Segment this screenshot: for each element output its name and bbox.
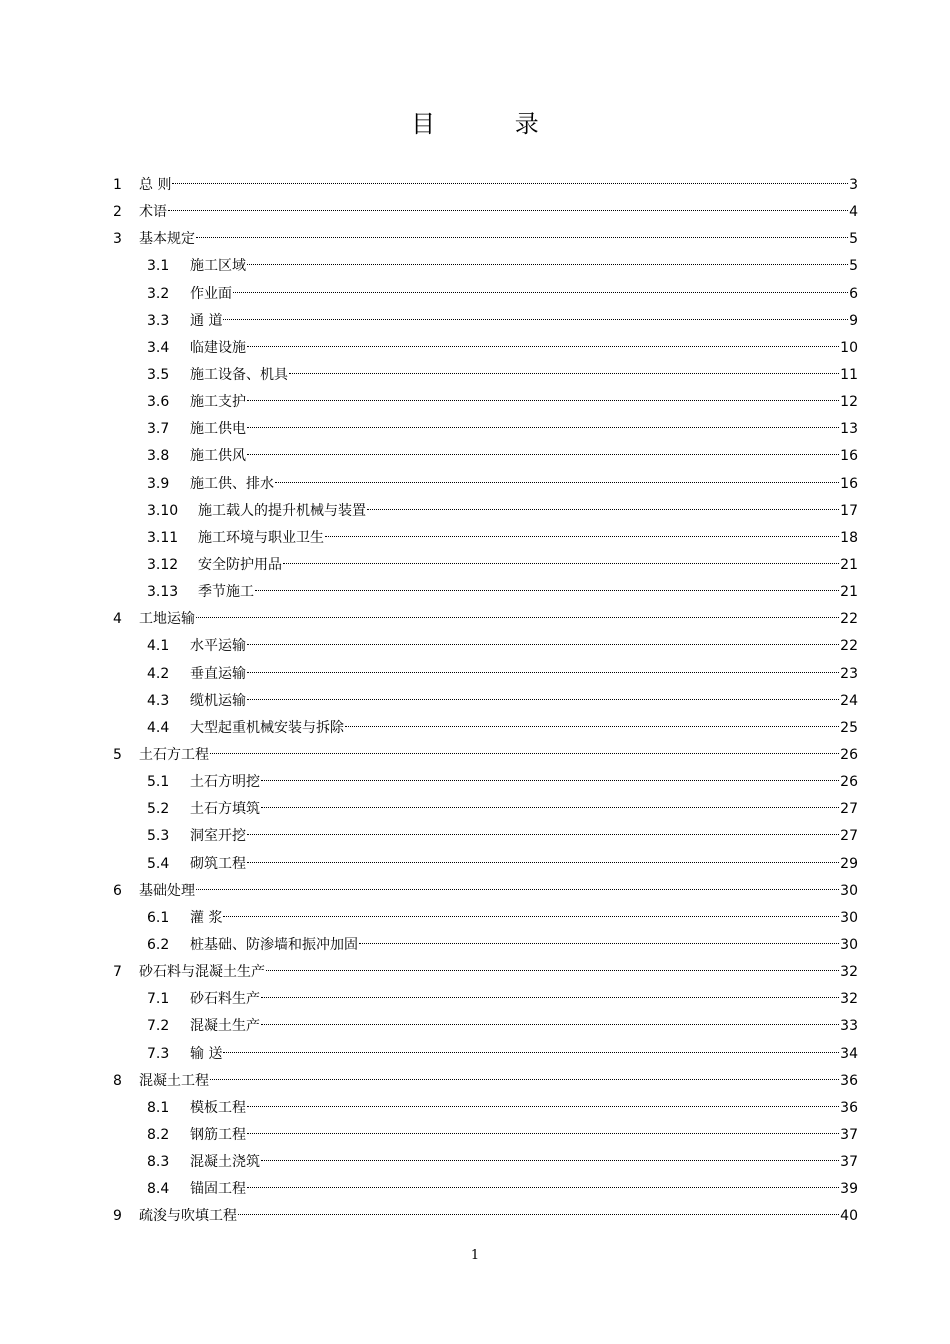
toc-entry-number: 5.3	[147, 828, 170, 845]
toc-entry-line	[190, 281, 858, 308]
toc-entry-number: 3.10	[147, 502, 179, 519]
dot-leader	[367, 509, 839, 510]
dot-leader	[247, 346, 839, 347]
toc-entry-line	[190, 851, 858, 878]
toc-entry-page: 27	[840, 828, 858, 845]
toc-entry-number: 3.12	[147, 556, 179, 573]
toc-entry[interactable]	[0, 715, 950, 742]
toc-entry-label: 模板工程	[190, 1099, 246, 1116]
toc-entry[interactable]	[0, 471, 950, 498]
toc-entry[interactable]	[0, 308, 950, 335]
toc-entry-line	[190, 1122, 858, 1149]
toc-entry-number: 3.3	[147, 312, 170, 329]
toc-entry-page: 16	[840, 448, 858, 465]
toc-entry-line	[190, 1041, 858, 1068]
toc-entry-line	[190, 633, 858, 660]
toc-entry-label: 季节施工	[198, 584, 254, 601]
toc-entry-page: 40	[840, 1208, 858, 1225]
toc-entry[interactable]	[0, 769, 950, 796]
dot-leader	[289, 373, 839, 374]
dot-leader	[247, 1133, 839, 1134]
toc-entry-label: 土石方填筑	[190, 801, 260, 818]
toc-entry-label: 砂石料与混凝土生产	[139, 964, 265, 981]
toc-entry-page: 22	[840, 611, 858, 628]
toc-entry-line	[139, 226, 858, 253]
dot-leader	[345, 726, 839, 727]
toc-entry[interactable]	[0, 959, 950, 986]
toc-entry-label: 施工环境与职业卫生	[198, 529, 324, 546]
toc-entry-line	[190, 932, 858, 959]
toc-entry[interactable]	[0, 1122, 950, 1149]
toc-entry-page: 17	[840, 502, 858, 519]
dot-leader	[247, 672, 839, 673]
toc-entry[interactable]	[0, 688, 950, 715]
toc-entry-page: 18	[840, 529, 858, 546]
toc-entry-label: 疏浚与吹填工程	[139, 1208, 237, 1225]
toc-entry-page: 10	[840, 339, 858, 356]
toc-entry-label: 作业面	[190, 285, 232, 302]
toc-entry-number: 5.1	[147, 774, 170, 791]
toc-entry-label: 砌筑工程	[190, 855, 246, 872]
toc-entry-page: 5	[849, 231, 858, 248]
toc-entry-line	[139, 172, 858, 199]
toc-entry-line	[190, 986, 858, 1013]
toc-entry-page: 34	[840, 1045, 858, 1062]
toc-entry-number: 4.3	[147, 692, 170, 709]
toc-entry-number: 7.3	[147, 1045, 170, 1062]
toc-entry[interactable]	[0, 362, 950, 389]
toc-entry-page: 12	[840, 394, 858, 411]
toc-entry-number: 3.6	[147, 394, 170, 411]
toc-entry-label: 混凝土工程	[139, 1072, 209, 1089]
dot-leader	[233, 292, 848, 293]
toc-entry-line	[139, 878, 858, 905]
toc-entry[interactable]	[0, 253, 950, 280]
toc-entry-label: 施工支护	[190, 394, 246, 411]
dot-leader	[196, 237, 848, 238]
toc-entry-label: 洞室开挖	[190, 828, 246, 845]
toc-entry-line	[190, 905, 858, 932]
toc-entry[interactable]	[0, 851, 950, 878]
toc-entry-line	[198, 498, 858, 525]
toc-entry-number: 3.4	[147, 339, 170, 356]
toc-entry-line	[190, 1095, 858, 1122]
toc-entry-number: 3.13	[147, 584, 179, 601]
toc-entry-page: 26	[840, 746, 858, 763]
toc-entry-label: 施工供电	[190, 421, 246, 438]
dot-leader	[247, 644, 839, 645]
toc-entry-page: 16	[840, 475, 858, 492]
toc-entry-label: 基本规定	[139, 231, 195, 248]
toc-entry-number: 6.2	[147, 936, 170, 953]
toc-entry-label: 安全防护用品	[198, 556, 282, 573]
toc-entry-line	[190, 416, 858, 443]
toc-entry[interactable]	[0, 905, 950, 932]
toc-entry-label: 施工供风	[190, 448, 246, 465]
toc-entry[interactable]	[0, 932, 950, 959]
toc-entry-line	[139, 606, 858, 633]
toc-entry-label: 施工设备、机具	[190, 366, 288, 383]
toc-entry-page: 26	[840, 774, 858, 791]
dot-leader	[247, 834, 839, 835]
toc-entry-label: 桩基础、防渗墙和振冲加固	[190, 936, 358, 953]
toc-entry[interactable]	[0, 1176, 950, 1203]
toc-entry-page: 36	[840, 1072, 858, 1089]
toc-entry-label: 工地运输	[139, 611, 195, 628]
toc-entry[interactable]	[0, 1041, 950, 1068]
toc-entry-page: 11	[840, 366, 858, 383]
toc-entry-label: 混凝土浇筑	[190, 1154, 260, 1171]
toc-entry[interactable]	[0, 579, 950, 606]
toc-entry[interactable]	[0, 1013, 950, 1040]
toc-entry-line	[139, 959, 858, 986]
dot-leader	[168, 210, 848, 211]
toc-entry-line	[190, 1013, 858, 1040]
toc-entry-page: 30	[840, 882, 858, 899]
dot-leader	[247, 862, 839, 863]
toc-entry-number: 3.5	[147, 366, 170, 383]
toc-entry-number: 5	[113, 746, 122, 763]
toc-entry-line	[190, 769, 858, 796]
toc-entry-page: 32	[840, 964, 858, 981]
toc-entry-line	[139, 1068, 858, 1095]
table-of-contents	[0, 172, 950, 1230]
toc-entry-page: 4	[849, 204, 858, 221]
toc-entry-number: 3.11	[147, 529, 179, 546]
toc-entry[interactable]	[0, 416, 950, 443]
toc-entry-page: 30	[840, 936, 858, 953]
toc-entry-page: 5	[849, 258, 858, 275]
toc-entry[interactable]	[0, 878, 950, 905]
toc-entry-label: 土石方明挖	[190, 774, 260, 791]
dot-leader	[196, 617, 839, 618]
toc-entry-number: 4	[113, 611, 122, 628]
toc-entry-line	[190, 688, 858, 715]
dot-leader	[255, 590, 839, 591]
toc-entry-number: 3	[113, 231, 122, 248]
toc-entry-number: 5.2	[147, 801, 170, 818]
toc-entry[interactable]	[0, 172, 950, 199]
toc-entry-line	[198, 552, 858, 579]
toc-entry-page: 23	[840, 665, 858, 682]
toc-entry-number: 7.2	[147, 1018, 170, 1035]
toc-entry-page: 22	[840, 638, 858, 655]
toc-entry-line	[198, 579, 858, 606]
toc-entry-number: 4.4	[147, 719, 170, 736]
toc-entry-page: 29	[840, 855, 858, 872]
toc-entry[interactable]	[0, 606, 950, 633]
toc-entry-number: 6.1	[147, 909, 170, 926]
dot-leader	[261, 1160, 839, 1161]
toc-entry-number: 8	[113, 1072, 122, 1089]
toc-entry-line	[139, 1203, 858, 1230]
toc-entry-line	[190, 308, 858, 335]
dot-leader	[247, 699, 839, 700]
toc-entry-label: 砂石料生产	[190, 991, 260, 1008]
toc-entry[interactable]	[0, 552, 950, 579]
dot-leader	[223, 319, 848, 320]
toc-entry[interactable]	[0, 796, 950, 823]
toc-entry-label: 术语	[139, 204, 167, 221]
dot-leader	[223, 916, 839, 917]
toc-entry[interactable]	[0, 1203, 950, 1230]
toc-entry-number: 7	[113, 964, 122, 981]
toc-entry-number: 3.8	[147, 448, 170, 465]
toc-entry[interactable]	[0, 1095, 950, 1122]
toc-entry[interactable]	[0, 1068, 950, 1095]
toc-entry-page: 25	[840, 719, 858, 736]
toc-entry-page: 27	[840, 801, 858, 818]
toc-entry-number: 4.1	[147, 638, 170, 655]
toc-entry-label: 垂直运输	[190, 665, 246, 682]
toc-entry-number: 8.2	[147, 1126, 170, 1143]
toc-entry[interactable]	[0, 199, 950, 226]
toc-entry-page: 21	[840, 584, 858, 601]
toc-entry-number: 2	[113, 204, 122, 221]
dot-leader	[261, 807, 839, 808]
toc-entry-number: 7.1	[147, 991, 170, 1008]
toc-entry[interactable]	[0, 281, 950, 308]
dot-leader	[261, 780, 839, 781]
toc-entry-page: 32	[840, 991, 858, 1008]
dot-leader	[261, 997, 839, 998]
toc-entry-line	[190, 796, 858, 823]
toc-entry-page: 30	[840, 909, 858, 926]
toc-entry-number: 5.4	[147, 855, 170, 872]
toc-entry[interactable]	[0, 498, 950, 525]
dot-leader	[210, 1079, 839, 1080]
toc-entry-page: 39	[840, 1181, 858, 1198]
toc-entry[interactable]	[0, 226, 950, 253]
toc-entry-label: 施工载人的提升机械与装置	[198, 502, 366, 519]
toc-entry-page: 36	[840, 1099, 858, 1116]
dot-leader	[261, 1024, 839, 1025]
dot-leader	[247, 1106, 839, 1107]
toc-entry-label: 水平运输	[190, 638, 246, 655]
dot-leader	[247, 454, 839, 455]
toc-entry-label: 临建设施	[190, 339, 246, 356]
dot-leader	[238, 1214, 839, 1215]
toc-entry-label: 总 则	[139, 177, 172, 193]
toc-entry-line	[190, 1149, 858, 1176]
dot-leader	[223, 1052, 839, 1053]
toc-entry-label: 大型起重机械安装与拆除	[190, 719, 344, 736]
toc-entry-label: 锚固工程	[190, 1181, 246, 1198]
dot-leader	[210, 753, 839, 754]
toc-entry[interactable]	[0, 525, 950, 552]
toc-entry[interactable]	[0, 633, 950, 660]
toc-entry[interactable]	[0, 986, 950, 1013]
toc-entry-line	[190, 362, 858, 389]
dot-leader	[196, 889, 839, 890]
toc-entry-line	[190, 661, 858, 688]
toc-entry-line	[190, 715, 858, 742]
toc-entry-line	[190, 335, 858, 362]
toc-entry[interactable]	[0, 443, 950, 470]
toc-entry-page: 6	[849, 285, 858, 302]
toc-entry-number: 3.2	[147, 285, 170, 302]
page-number: 1	[470, 1248, 480, 1263]
toc-entry-page: 21	[840, 556, 858, 573]
dot-leader	[247, 427, 839, 428]
toc-entry[interactable]	[0, 389, 950, 416]
dot-leader	[359, 943, 839, 944]
toc-entry-number: 3.9	[147, 475, 170, 492]
toc-entry-number: 8.3	[147, 1154, 170, 1171]
toc-entry-number: 3.1	[147, 258, 170, 275]
toc-entry[interactable]	[0, 742, 950, 769]
toc-entry-number: 3.7	[147, 421, 170, 438]
dot-leader	[266, 970, 839, 971]
toc-entry-page: 9	[849, 312, 858, 329]
toc-entry-line	[190, 471, 858, 498]
dot-leader	[247, 400, 839, 401]
toc-entry-label: 施工供、排水	[190, 475, 274, 492]
toc-entry-number: 8.1	[147, 1099, 170, 1116]
toc-entry-number: 4.2	[147, 665, 170, 682]
toc-entry-label: 灌 浆	[190, 909, 223, 926]
toc-entry[interactable]	[0, 1149, 950, 1176]
toc-entry-label: 土石方工程	[139, 746, 209, 763]
toc-entry-line	[198, 525, 858, 552]
toc-entry-page: 37	[840, 1154, 858, 1171]
toc-entry-number: 8.4	[147, 1181, 170, 1198]
toc-entry-line	[139, 742, 858, 769]
toc-entry-line	[190, 253, 858, 280]
dot-leader	[325, 536, 839, 537]
toc-entry-line	[190, 1176, 858, 1203]
toc-entry-page: 24	[840, 692, 858, 709]
toc-entry-label: 基础处理	[139, 882, 195, 899]
dot-leader	[172, 183, 848, 184]
toc-entry-number: 9	[113, 1208, 122, 1225]
dot-leader	[247, 1187, 839, 1188]
toc-entry-page: 13	[840, 421, 858, 438]
toc-entry-label: 混凝土生产	[190, 1018, 260, 1035]
toc-entry-number: 6	[113, 882, 122, 899]
toc-entry-label: 缆机运输	[190, 692, 246, 709]
toc-entry[interactable]	[0, 335, 950, 362]
toc-entry[interactable]	[0, 823, 950, 850]
toc-entry-page: 33	[840, 1018, 858, 1035]
toc-entry-line	[139, 199, 858, 226]
toc-entry-label: 通 道	[190, 312, 223, 329]
toc-entry-label: 输 送	[190, 1045, 223, 1062]
dot-leader	[247, 264, 848, 265]
toc-entry-page: 3	[849, 177, 858, 193]
toc-entry-line	[190, 389, 858, 416]
toc-entry-line	[190, 443, 858, 470]
toc-entry-label: 钢筋工程	[190, 1126, 246, 1143]
toc-entry[interactable]	[0, 661, 950, 688]
toc-entry-line	[190, 823, 858, 850]
dot-leader	[275, 482, 839, 483]
toc-entry-label: 施工区域	[190, 258, 246, 275]
toc-entry-number: 1	[113, 177, 122, 193]
toc-entry-page: 37	[840, 1126, 858, 1143]
page-title: 目 录	[411, 110, 575, 138]
dot-leader	[283, 563, 839, 564]
